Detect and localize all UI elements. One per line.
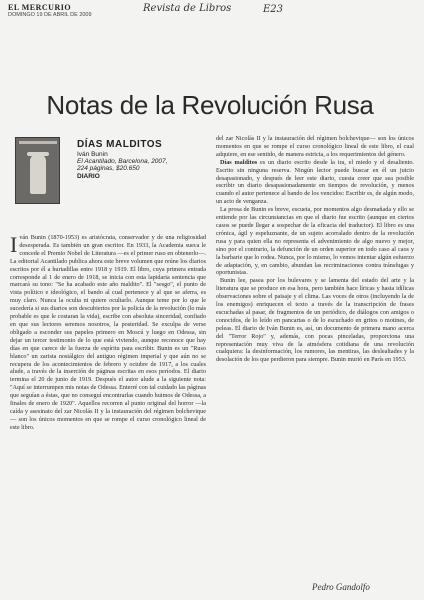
book-info [77, 139, 197, 180]
paragraph-text: es un diario escrito desde la ira, el miedo y el desaliento. Escrito sin ninguna reserva. Ningún lector puede buscar en él un juicio desapasionado, y después de leer este diario, cuesta creer que sea posible escribir un diario desapasionadamente en tiempos de revolución, y menos cuando el autor pertenece al bando de los vencidos: Escribir es, de algún modo, un acto de venganza. [216, 158, 414, 206]
book-type: DIARIO [77, 173, 100, 180]
book-author: Iván Bunin [77, 151, 108, 158]
issue-date: DOMINGO 19 DE ABRIL DE 2009 [8, 12, 92, 18]
article-paragraph: del zar Nicolás II y la instauración del régimen bolchevique— son los únicos momentos en que se rompe el curso cronológico lineal de este libro, el cual adquiere, en ese sentido, de manera estricta, a los requerimientos del género. [216, 135, 414, 158]
newspaper-name: EL MERCURIO [8, 3, 72, 12]
book-specs: 224 páginas, $20.650 [77, 165, 140, 172]
cover-title-band [19, 141, 57, 144]
cover-figure [30, 154, 46, 194]
article-paragraph [216, 159, 414, 206]
headline: Notas de la Revolución Rusa [46, 90, 374, 120]
book-title-inline: Días malditos [220, 158, 258, 166]
handwritten-page-note: E23 [263, 4, 284, 15]
book-title: DÍAS MALDITOS [77, 139, 163, 150]
handwritten-section-note: Revista de Libros [143, 3, 232, 14]
article-paragraph [10, 234, 206, 432]
author-signature: Pedro Gandolfo [312, 582, 370, 592]
masthead [8, 3, 308, 25]
article-paragraph: Bunin lee, pasea por los bulevares y se lamenta del estado del arte y la literatura que se produce en esa hora, pero también hace líricas y hasta idílicas observaciones sobre el paisaje y el clima. Las voces de otros (incluyendo la de los enemigos) enriquecen el texto a través de la transcripción de frases escuchadas al pasar, de fragmentos de un periódico, de diálogos con amigos o conocidos, de lo leído en pancartas o de lo escuchado en gritos o motines, de peleas. El diario de Iván Bunin es, así, un documento de primera mano acerca del "Terror Rojo" y, además, con pocas pinceladas, proporciona una representación muy viva de la atmósfera cotidiana de una revolución cualquiera: la desinformación, los rumores, las mentiras, las deslealtades y la desolación de los que perdieron para siempre. Bunin murió en París en 1953. [216, 277, 414, 364]
article-right-column [216, 135, 414, 570]
article-paragraph: La prosa de Bunin es breve, escueta, por momentos algo desmañada y ello se entiende por las circunstancias en que el diario fue escrito (aunque en ciertos casos se puede llegar a sospechar de la eficacia del traductor). El libro es una crónica, ágil y espeluznante, de un sujeto acorralado dentro de la revolución rusa y para quien ella no representa el advenimiento de algo nuevo y mejor, sino por el contrario, la defunción de un orden superior en todo caso al caos y la barbarie que lo rodea. Nunca, por lo mismo, lo vemos intentar algún esfuerzo de adaptación, y, en cambio, abundan las recriminaciones contra tránsfugas y oportunistas. [216, 206, 414, 277]
article-left-column [10, 234, 206, 600]
paragraph-text: ván Bunin (1870-1953) es aristócrata, conservador y de una religiosidad desesperada. Es también un gran escritor. En 1933, la Academia sueca le concede el Premio Nobel de Literatura —es el primer ruso en obtenerlo—. La editorial Acantilado publica ahora este breve volumen que reúne los diarios escritos por él a hurtadillas entre 1918 y 1919. El libro, cuya primera entrada corresponde al 1 de enero de 1918, se inicia con esta lapidaria sentencia que marcará su tono: "Se ha acabado este año maldito". El "sesgo", el punto de vista político e ideológico, el bando al cual pertenece y al que se aferra, es muy claro. Nunca la oculta ni quiere ocultarlo. Aunque teme por lo que le sucedería si sus diarios son descubiertos por la policía de la revolución (lo más probable es que le costaran la vida), escribe con absoluta sinceridad, confiado en que sus lectores seremos nosotros, la posteridad. Se exculpa de verse obligado a esconder sus papeles primero en Moscú y luego en Odessa, sin dejar un tercer testimonio de lo que está viviendo, aunque reconoce que hay días en que carece de la fuerza de espíritu para escribir. Bunin es un "Ruso blanco" un zarista nostálgico del antiguo régimen imperial y que aún no se recupera de los acontecimientos de febrero y octubre de 1917, a los cuales alude, a través de la inserción de páginas escritas en esos períodos. El diario termina el 20 de junio de 1919. Después el autor alude a la siguiente nota: "Aquí se interrumpen mis notas de Odessa. Enterré con tal cuidado las páginas que seguían a éstas, que no conseguí encontrarlas cuando huimos de Odessa, a finales de enero de 1920". Aquellos recorren al punto original del horror —la caída y asesinato del zar Nicolás II y la instauración del régimen bolchevique— son los únicos momentos en que se rompe el curso cronológico lineal de este libro. [10, 234, 206, 431]
drop-cap: I [10, 234, 18, 257]
book-cover-image [15, 137, 60, 204]
book-publisher: El Acantilado, Barcelona, 2007, [77, 158, 168, 165]
